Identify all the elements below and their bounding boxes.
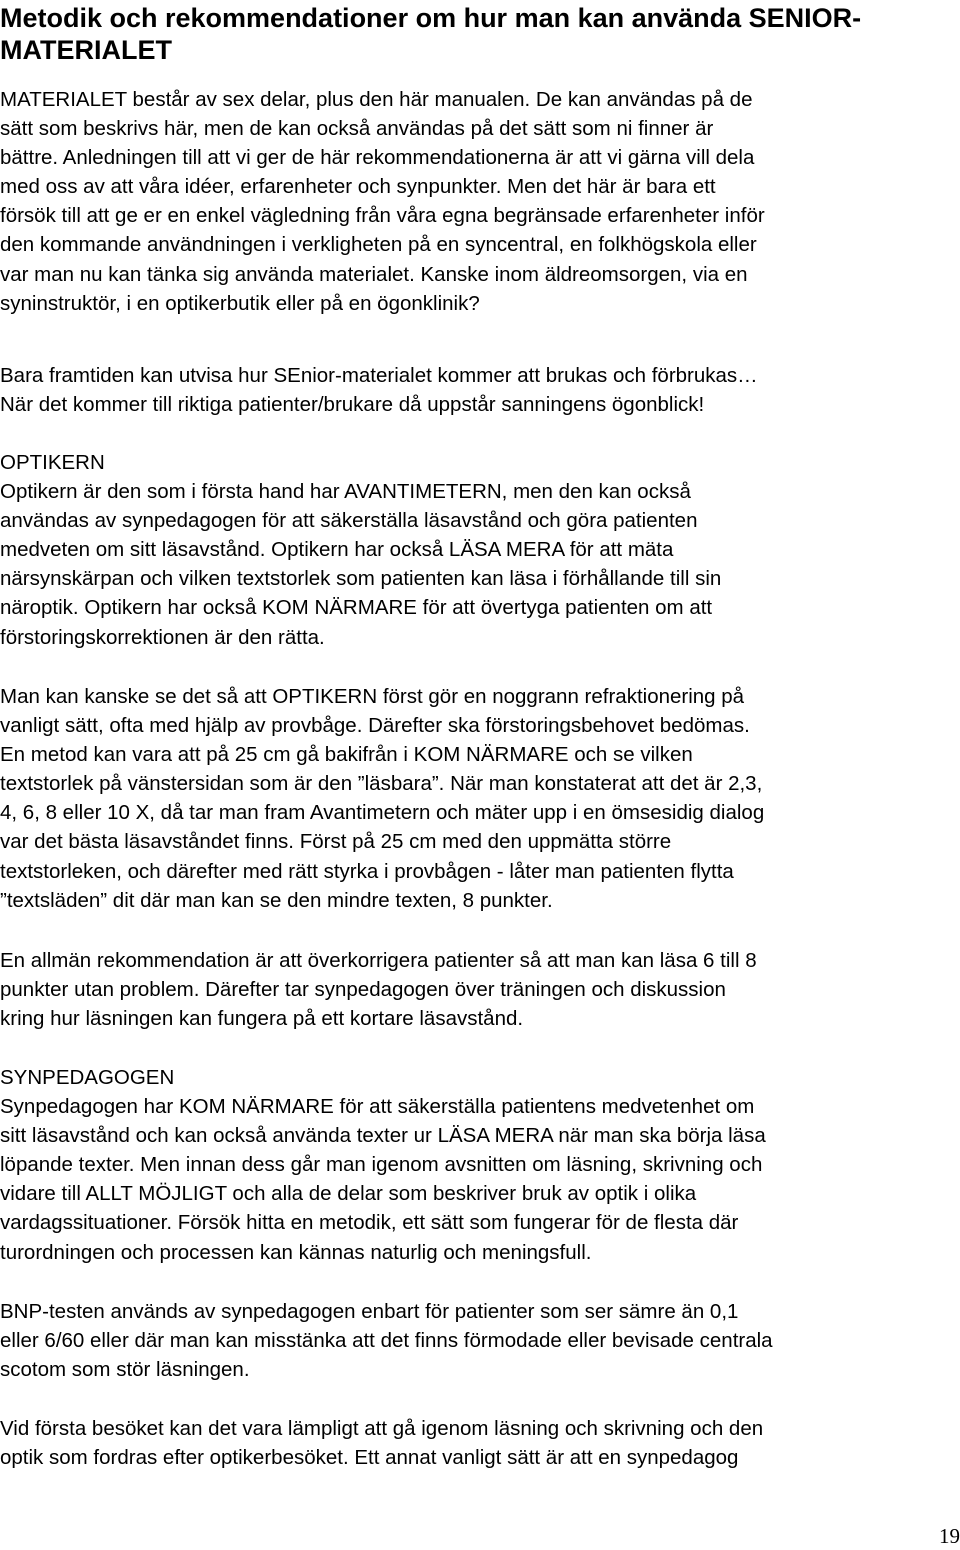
text-line: Vid första besöket kan det vara lämpligt att gå igenom läsning och skrivning och den: [0, 1417, 764, 1440]
text-line: vardagssituationer. Försök hitta en metodik, ett sätt som fungerar för de flesta där: [0, 1211, 739, 1235]
text-line: medveten om sitt läsavstånd. Optikern har också LÄSA MERA för att mäta: [0, 538, 674, 562]
text-line: textstorleken, och därefter med rätt styrka i provbågen - låter man patienten flytta: [0, 859, 734, 883]
paragraph-bnp-test: [0, 1297, 960, 1384]
text-line: optik som fordras efter optikerbesöket. Ett annat vanligt sätt är att en synpedagog: [0, 1446, 739, 1470]
paragraph-recommendation: [0, 946, 960, 1033]
paragraph-synpedagogen: [0, 1063, 960, 1267]
paragraph-first-visit: [0, 1414, 960, 1472]
text-line: BNP-testen används av synpedagogen enbart för patienter som ser sämre än 0,1: [0, 1300, 739, 1323]
text-line: syninstruktör, i en optikerbutik eller på en ögonklinik?: [0, 291, 480, 315]
section-heading-synpedagogen: SYNPEDAGOGEN: [0, 1066, 175, 1089]
text-line: scotom som stör läsningen.: [0, 1358, 250, 1382]
text-line: sätt som beskrivs här, men de kan också användas på det sätt som ni finner är: [0, 117, 714, 141]
text-line: punkter utan problem. Därefter tar synpedagogen över träningen och diskussion: [0, 978, 726, 1002]
text-line: eller 6/60 eller där man kan misstänka att det finns förmodade eller bevisade centrala: [0, 1329, 773, 1353]
text-line: sitt läsavstånd och kan också använda texter ur LÄSA MERA när man ska börja läsa: [0, 1124, 766, 1148]
text-line: kring hur läsningen kan fungera på ett kortare läsavstånd.: [0, 1007, 524, 1031]
section-heading-optikern: OPTIKERN: [0, 451, 105, 474]
text-line: En allmän rekommendation är att överkorrigera patienter så att man kan läsa 6 till 8: [0, 949, 757, 972]
text-line: vanligt sätt, ofta med hjälp av provbåge. Därefter ska förstoringsbehovet bedömas.: [0, 714, 750, 738]
text-line: MATERIALET består av sex delar, plus den här manualen. De kan användas på de: [0, 88, 753, 111]
text-line: försök till att ge er en enkel vägledning från våra egna begränsade erfarenheter inför: [0, 204, 765, 228]
paragraph-intro: [0, 85, 960, 318]
text-line: var det bästa läsavståndet finns. Först på 25 cm med den uppmätta större: [0, 830, 672, 854]
text-line: 4, 6, 8 eller 10 X, då tar man fram Avantimetern och mäter upp i en ömsesidig dialog: [0, 801, 765, 825]
text-line: Optikern är den som i första hand har AVANTIMETERN, men den kan också: [0, 480, 691, 504]
paragraph-optikern: [0, 448, 960, 652]
text-line: textstorlek på vänstersidan som är den ”läsbara”. När man konstaterat att det är 2,3,: [0, 772, 763, 796]
text-line: ”textsläden” dit där man kan se den mindre texten, 8 punkter.: [0, 888, 553, 912]
text-line: den kommande användningen i verkligheten på en syncentral, en folkhögskola eller: [0, 233, 757, 257]
text-line: turordningen och processen kan kännas naturlig och meningsfull.: [0, 1240, 592, 1264]
page-title: Metodik och rekommendationer om hur man kan använda SENIOR-MATERIALET: [0, 3, 862, 65]
text-line: När det kommer till riktiga patienter/brukare då uppstår sanningens ögonblick!: [0, 393, 705, 417]
text-line: användas av synpedagogen för att säkerställa läsavstånd och göra patienten: [0, 509, 698, 533]
text-line: närsynskärpan och vilken textstorlek som patienten kan läsa i förhållande till sin: [0, 567, 722, 591]
text-line: Man kan kanske se det så att OPTIKERN först gör en noggrann refraktionering på: [0, 685, 745, 708]
text-line: löpande texter. Men innan dess går man igenom avsnitten om läsning, skrivning och: [0, 1153, 763, 1177]
text-line: vidare till ALLT MÖJLIGT och alla de delar som beskriver bruk av optik i olika: [0, 1182, 697, 1206]
page-number: 19: [939, 1524, 960, 1548]
text-line: näroptik. Optikern har också KOM NÄRMARE för att övertyga patienten om att: [0, 596, 713, 620]
text-line: En metod kan vara att på 25 cm gå bakifrån i KOM NÄRMARE och se vilken: [0, 743, 693, 767]
text-line: förstoringskorrektionen är den rätta.: [0, 625, 325, 649]
text-line: var man nu kan tänka sig använda materialet. Kanske inom äldreomsorgen, via en: [0, 262, 748, 286]
text-line: bättre. Anledningen till att vi ger de här rekommendationerna är att vi gärna vill dela: [0, 146, 755, 170]
text-line: Synpedagogen har KOM NÄRMARE för att säkerställa patientens medvetenhet om: [0, 1095, 755, 1119]
text-line: Bara framtiden kan utvisa hur SEnior-materialet kommer att brukas och förbrukas…: [0, 364, 758, 387]
paragraph-method: [0, 682, 960, 915]
text-line: med oss av att våra idéer, erfarenheter och synpunkter. Men det här är bara ett: [0, 175, 716, 199]
paragraph-future: [0, 361, 960, 419]
